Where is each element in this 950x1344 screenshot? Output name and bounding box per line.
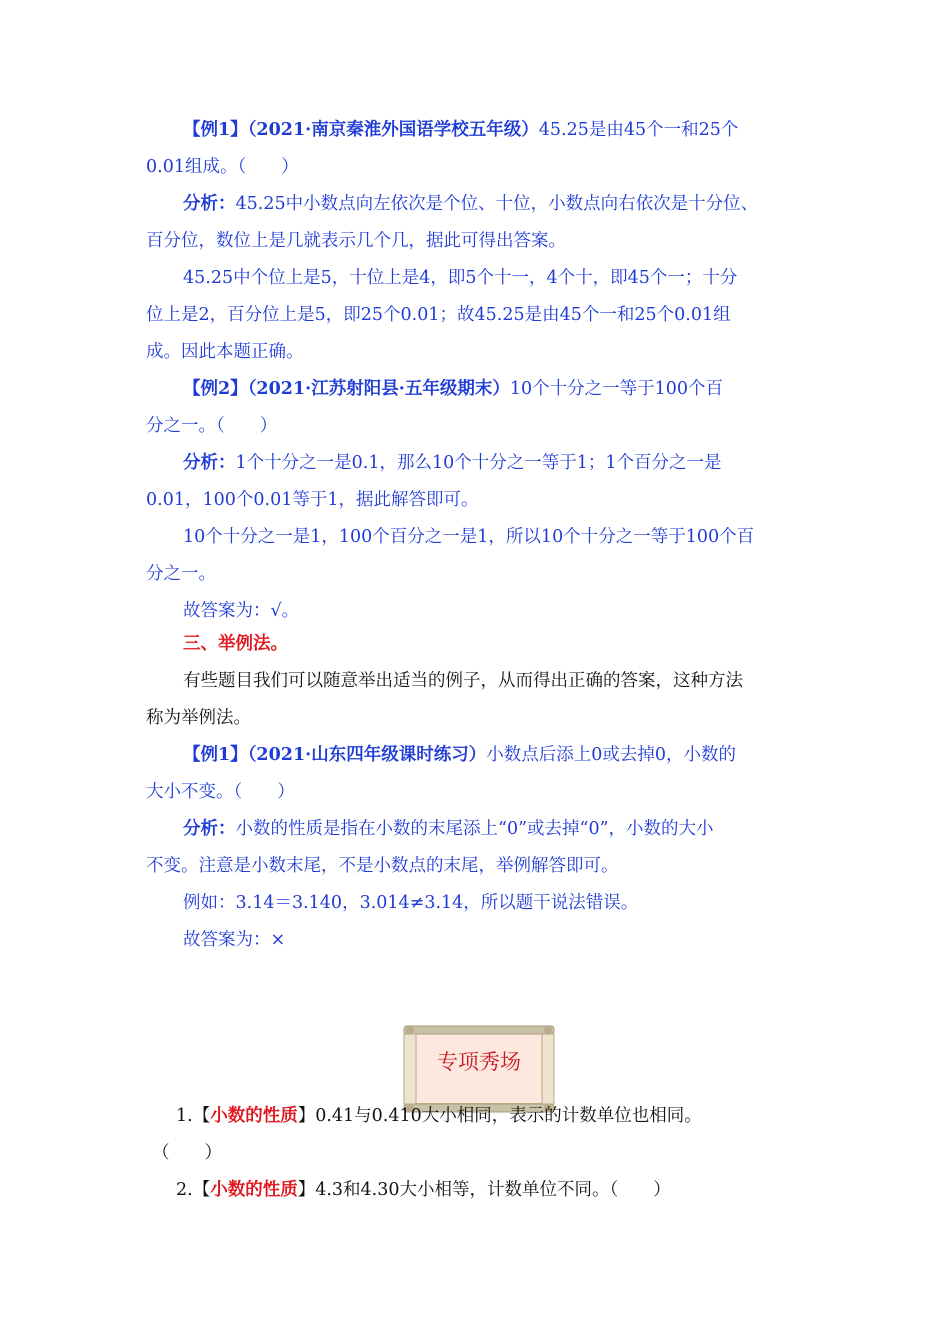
analysis-label: 分析：: [183, 453, 236, 473]
analysis-text: 1个十分之一是0.1，那么10个十分之一等于1；1个百分之一是: [235, 453, 722, 473]
section-paragraph-cont: 称为举例法。: [146, 708, 251, 728]
example-tag: 【例1】: [183, 120, 248, 140]
bracket-open: 【: [192, 1106, 211, 1126]
example-tag: 【例2】: [183, 379, 248, 399]
example-3-question-cont: 大小不变。（ ）: [146, 782, 295, 802]
banner-title: 专项秀场: [437, 1050, 521, 1074]
example-3-analysis-cont: 不变。注意是小数末尾，不是小数点的末尾，举例解答即可。: [146, 856, 619, 876]
example-2-answer: 故答案为：√。: [183, 601, 300, 621]
example-source: （2021·南京秦淮外国语学校五年级）: [247, 120, 539, 140]
example-tag: 【例1】: [183, 745, 248, 765]
example-1-solution-cont: 位上是2，百分位上是5，即25个0.01；故45.25是由45个一和25个0.01组: [146, 305, 731, 325]
practice-question-1: [176, 1104, 810, 1128]
example-3-solution: 例如：3.14＝3.140，3.014≠3.14，所以题干说法错误。: [183, 893, 639, 913]
practice-question-1-answer-blank[interactable]: （ ）: [152, 1143, 222, 1163]
analysis-text: 45.25中小数点向左依次是个位、十位，小数点向右依次是十分位、: [235, 194, 759, 214]
question-topic: 小数的性质: [210, 1180, 298, 1200]
question-text: 0.41与0.410大小相同，表示的计数单位也相同。: [315, 1106, 702, 1126]
bracket-close: 】: [297, 1180, 316, 1200]
example-3-question: [183, 743, 810, 767]
question-number: 2.: [176, 1180, 193, 1200]
example-question-text: 小数点后添上0或去掉0，小数的: [486, 745, 737, 765]
section-banner: [398, 1020, 560, 1116]
example-2-solution-cont: 分之一。: [146, 564, 216, 584]
analysis-text: 小数的性质是指在小数的末尾添上“0”或去掉“0”，小数的大小: [235, 819, 714, 839]
bracket-open: 【: [192, 1180, 211, 1200]
example-2-analysis-cont: 0.01，100个0.01等于1，据此解答即可。: [146, 490, 479, 510]
question-number: 1.: [176, 1106, 193, 1126]
question-topic: 小数的性质: [210, 1106, 298, 1126]
section-paragraph: 有些题目我们可以随意举出适当的例子，从而得出正确的答案，这种方法: [183, 671, 743, 691]
question-text: 4.3和4.30大小相等，计数单位不同。（ ）: [315, 1180, 671, 1200]
practice-question-2: [176, 1178, 810, 1202]
example-1-analysis-cont: 百分位，数位上是几就表示几个几，据此可得出答案。: [146, 231, 566, 251]
bracket-close: 】: [297, 1106, 316, 1126]
example-2-question-cont: 分之一。（ ）: [146, 416, 278, 436]
example-3-analysis: [183, 817, 810, 841]
example-1-solution: 45.25中个位上是5，十位上是4，即5个十一，4个十，即45个一；十分: [183, 268, 738, 288]
example-source: （2021·山东四年级课时练习）: [247, 745, 487, 765]
analysis-label: 分析：: [183, 194, 236, 214]
example-2-analysis: [183, 451, 810, 475]
section-heading: 三、举例法。: [183, 634, 288, 654]
example-question-text: 45.25是由45个一和25个: [538, 120, 739, 140]
example-1-question-cont: 0.01组成。（ ）: [146, 157, 299, 177]
example-source: （2021·江苏射阳县·五年级期末）: [247, 379, 510, 399]
analysis-label: 分析：: [183, 819, 236, 839]
example-3-answer: 故答案为：×: [183, 930, 286, 950]
example-1-question: [183, 118, 810, 142]
example-2-solution: 10个十分之一是1，100个百分之一是1，所以10个十分之一等于100个百: [183, 527, 755, 547]
example-question-text: 10个十分之一等于100个百: [509, 379, 723, 399]
example-1-analysis: [183, 192, 810, 216]
example-1-solution-end: 成。因此本题正确。: [146, 342, 304, 362]
example-2-question: [183, 377, 810, 401]
